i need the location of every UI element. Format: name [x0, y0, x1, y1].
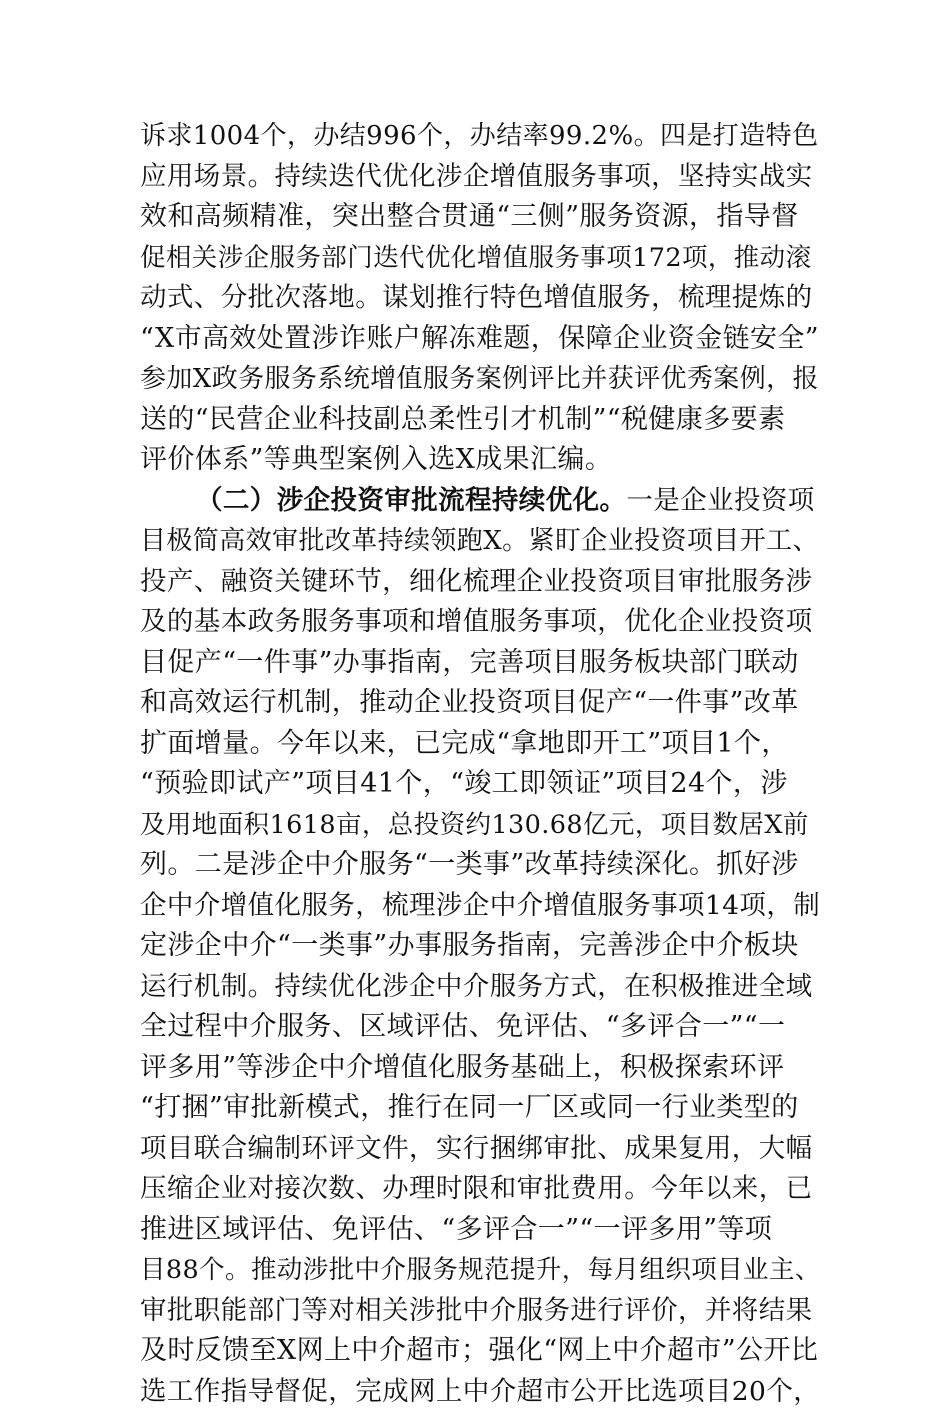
text-line: 扩面增量。今年以来，已完成“拿地即开工”项目1个， [140, 724, 820, 765]
text-line: “预验即试产”项目41个，“竣工即领证”项目24个，涉 [140, 764, 820, 805]
text-line: 送的“民营企业科技副总柔性引才机制”“税健康多要素 [140, 400, 820, 441]
text-line: 和高效运行机制，推动企业投资项目促产“一件事”改革 [140, 683, 820, 724]
text-line: “X市高效处置涉诈账户解冻难题，保障企业资金链安全” [140, 319, 820, 360]
text-line: 全过程中介服务、区域评估、免评估、“多评合一”“一 [140, 1007, 820, 1048]
text-line: 评价体系”等典型案例入选X成果汇编。 [140, 440, 820, 481]
text-line: 评多用”等涉企中介增值化服务基础上，积极探索环评 [140, 1048, 820, 1089]
text-line: 效和高频精准，突出整合贯通“三侧”服务资源，指导督 [140, 197, 820, 238]
text-line: 定涉企中介“一类事”办事服务指南，完善涉企中介板块 [140, 926, 820, 967]
text-line: 审批职能部门等对相关涉批中介服务进行评价，并将结果 [140, 1291, 820, 1332]
section-heading-line [140, 481, 820, 522]
section-heading: （二）涉企投资审批流程持续优化。 [196, 485, 626, 516]
text-line: 企中介增值化服务，梳理涉企中介增值服务事项14项，制 [140, 886, 820, 927]
text-line: 诉求1004个，办结996个，办结率99.2%。四是打造特色 [140, 116, 820, 157]
text-line: 压缩企业对接次数、办理时限和审批费用。今年以来，已 [140, 1169, 820, 1210]
text-line: 运行机制。持续优化涉企中介服务方式，在积极推进全域 [140, 967, 820, 1008]
text-line: 及的基本政务服务事项和增值服务事项，优化企业投资项 [140, 602, 820, 643]
text-line: 项目联合编制环评文件，实行捆绑审批、成果复用，大幅 [140, 1129, 820, 1170]
text-line: 参加X政务服务系统增值服务案例评比并获评优秀案例，报 [140, 359, 820, 400]
text-line: 及时反馈至X网上中介超市；强化“网上中介超市”公开比 [140, 1331, 820, 1372]
text-line: 及用地面积1618亩，总投资约130.68亿元，项目数居X前 [140, 805, 820, 846]
text-line: 应用场景。持续迭代优化涉企增值服务事项，坚持实战实 [140, 157, 820, 198]
text-line: 目促产“一件事”办事指南，完善项目服务板块部门联动 [140, 643, 820, 684]
text-line: “打捆”审批新模式，推行在同一厂区或同一行业类型的 [140, 1088, 820, 1129]
text-line: 目88个。推动涉批中介服务规范提升，每月组织项目业主、 [140, 1250, 820, 1291]
text-line: 促相关涉企服务部门迭代优化增值服务事项172项，推动滚 [140, 238, 820, 279]
text-line: 目极简高效审批改革持续领跑X。紧盯企业投资项目开工、 [140, 521, 820, 562]
text-line: 动式、分批次落地。谋划推行特色增值服务，梳理提炼的 [140, 278, 820, 319]
document-body [140, 116, 820, 1412]
text-line: 推进区域评估、免评估、“多评合一”“一评多用”等项 [140, 1210, 820, 1251]
section-heading-rest: 一是企业投资项 [626, 485, 814, 516]
text-line: 选工作指导督促，完成网上中介超市公开比选项目20个， [140, 1372, 820, 1412]
text-line: 列。二是涉企中介服务“一类事”改革持续深化。抓好涉 [140, 845, 820, 886]
text-line: 投产、融资关键环节，细化梳理企业投资项目审批服务涉 [140, 562, 820, 603]
